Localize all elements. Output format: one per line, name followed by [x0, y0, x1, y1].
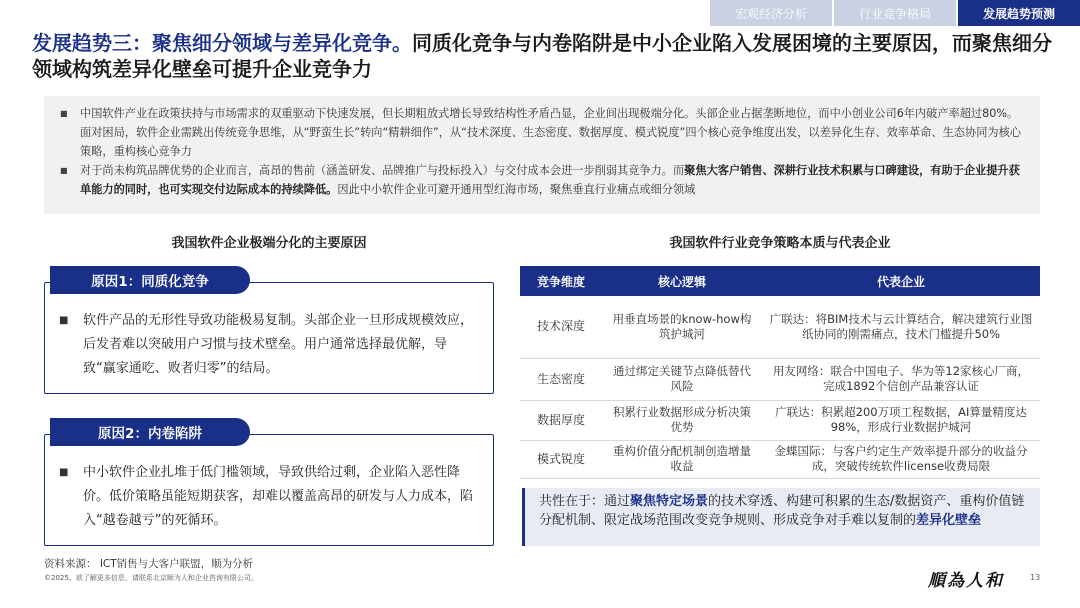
reason-1-text: ■ 软件产品的无形性导致功能极易复制。头部企业一旦形成规模效应，后发者难以突破用户习惯与技术壁垒。用户通常选择最优解，导致“赢家通吃、败者归零”的结局。	[57, 309, 479, 381]
intro-p2-part-c: 因此中小软件企业可避开通用型红海市场，聚焦垂直行业痛点或细分领域	[337, 183, 696, 196]
strategy-table	[520, 266, 1040, 479]
table-row	[520, 400, 1040, 440]
page-title-rest: 同质化竞争与内卷陷阱是中小企业陷入发展困境的主要原因，而聚焦细分领域构筑差异化壁垒可提升企业竞争力	[32, 31, 1052, 81]
table-row	[520, 358, 1040, 400]
common-middle: 的技术穿透、构建可积累的生态/数据资产、重构价值链分配机制、限定战场范围改变竞争规则、形成竞争对手难以复制的	[539, 494, 1025, 528]
row-company: 金蝶国际：与客户约定生产效率提升部分的收益分成，突破传统软件license收费局限	[762, 440, 1040, 478]
reason-2-tag: 原因2：内卷陷阱	[50, 418, 250, 446]
row-dimension: 技术深度	[520, 296, 602, 358]
table-row	[520, 296, 1040, 358]
tab-trend-forecast[interactable]: 发展趋势预测	[958, 0, 1080, 26]
intro-p2-bold: 聚焦大客户销售、深耕行业技术积累与口碑建设，有助于企业提升获单能力的同时，也可实现交付边际成本的持续降低。	[80, 164, 1020, 196]
tab-macro-economy[interactable]: 宏观经济分析	[710, 0, 832, 26]
intro-panel	[44, 96, 1040, 214]
row-logic: 通过绑定关键节点降低替代风险	[602, 358, 762, 400]
reason-2-box	[44, 434, 494, 546]
row-dimension: 生态密度	[520, 358, 602, 400]
reason-1-box	[44, 282, 494, 394]
row-dimension: 模式锐度	[520, 440, 602, 478]
page-title-highlight: 发展趋势三：聚焦细分领域与差异化竞争。	[32, 31, 412, 55]
reason-1-tag: 原因1：同质化竞争	[50, 266, 250, 294]
common-prefix: 共性在于：通过	[539, 494, 631, 509]
header-company: 代表企业	[762, 266, 1040, 296]
tab-industry-competition[interactable]: 行业竞争格局	[834, 0, 956, 26]
top-nav	[708, 0, 1080, 26]
intro-p2-part-a: 对于尚未构筑品牌优势的企业而言，高昂的售前（涵盖研发、品牌推广与投标投入）与交付成本会进一步削弱其竞争力。而	[80, 164, 685, 177]
common-summary	[522, 488, 1040, 546]
header-dimension: 竞争维度	[520, 266, 602, 296]
row-logic: 积累行业数据形成分析决策优势	[602, 400, 762, 440]
row-logic: 重构价值分配机制创造增量收益	[602, 440, 762, 478]
reason-2-text: ■ 中小软件企业扎堆于低门槛领域，导致供给过剩，企业陷入恶性降价。低价策略虽能短期获客，却难以覆盖高昂的研发与人力成本，陷入“越卷越亏”的死循环。	[57, 461, 479, 533]
company-logo: 順為人和	[928, 571, 1004, 591]
row-company: 广联达：积累超200万项工程数据，AI算量精度达98%，形成行业数据护城河	[762, 400, 1040, 440]
row-company: 广联达：将BIM技术与云计算结合，解决建筑行业图纸协同的刚需痛点，技术门槛提升50%	[762, 296, 1040, 358]
source-note: 资料来源： ICT销售与大客户联盟，顺为分析	[44, 558, 254, 570]
left-section-title: 我国软件企业极端分化的主要原因	[171, 236, 367, 251]
common-highlight-2: 差异化壁垒	[916, 513, 982, 528]
row-logic: 用垂直场景的know-how构筑护城河	[602, 296, 762, 358]
row-dimension: 数据厚度	[520, 400, 602, 440]
table-row	[520, 440, 1040, 478]
row-company: 用友网络：联合中国电子、华为等12家核心厂商，完成1892个信创产品兼容认证	[762, 358, 1040, 400]
header-logic: 核心逻辑	[602, 266, 762, 296]
page-number: 13	[1030, 573, 1041, 582]
right-section-title: 我国软件行业竞争策略本质与代表企业	[669, 236, 891, 251]
intro-paragraph-2	[58, 161, 1026, 199]
intro-paragraph-1: ■ 中国软件产业在政策扶持与市场需求的双重驱动下快速发展，但长期粗放式增长导致结构性矛盾凸显，企业间出现极端分化。头部企业占据垄断地位，而中小创业公司6年内破产率超过80%。面对困局，软件企业需跳出传统竞争思维，从“野蛮生长”转向“精耕细作”，从“技术深度、生态密度、数据厚度、模式锐度”四个核心竞争维度出发，以差异化生存、效率革命、生态协同为核心策略，重构核心竞争力	[58, 104, 1026, 161]
page-title	[32, 30, 1062, 82]
common-highlight-1: 聚焦特定场景	[630, 494, 709, 509]
table-header-row	[520, 266, 1040, 296]
copyright-note: ©2025。欲了解更多信息，请联系北京顺为人和企业咨询有限公司。	[44, 574, 258, 582]
